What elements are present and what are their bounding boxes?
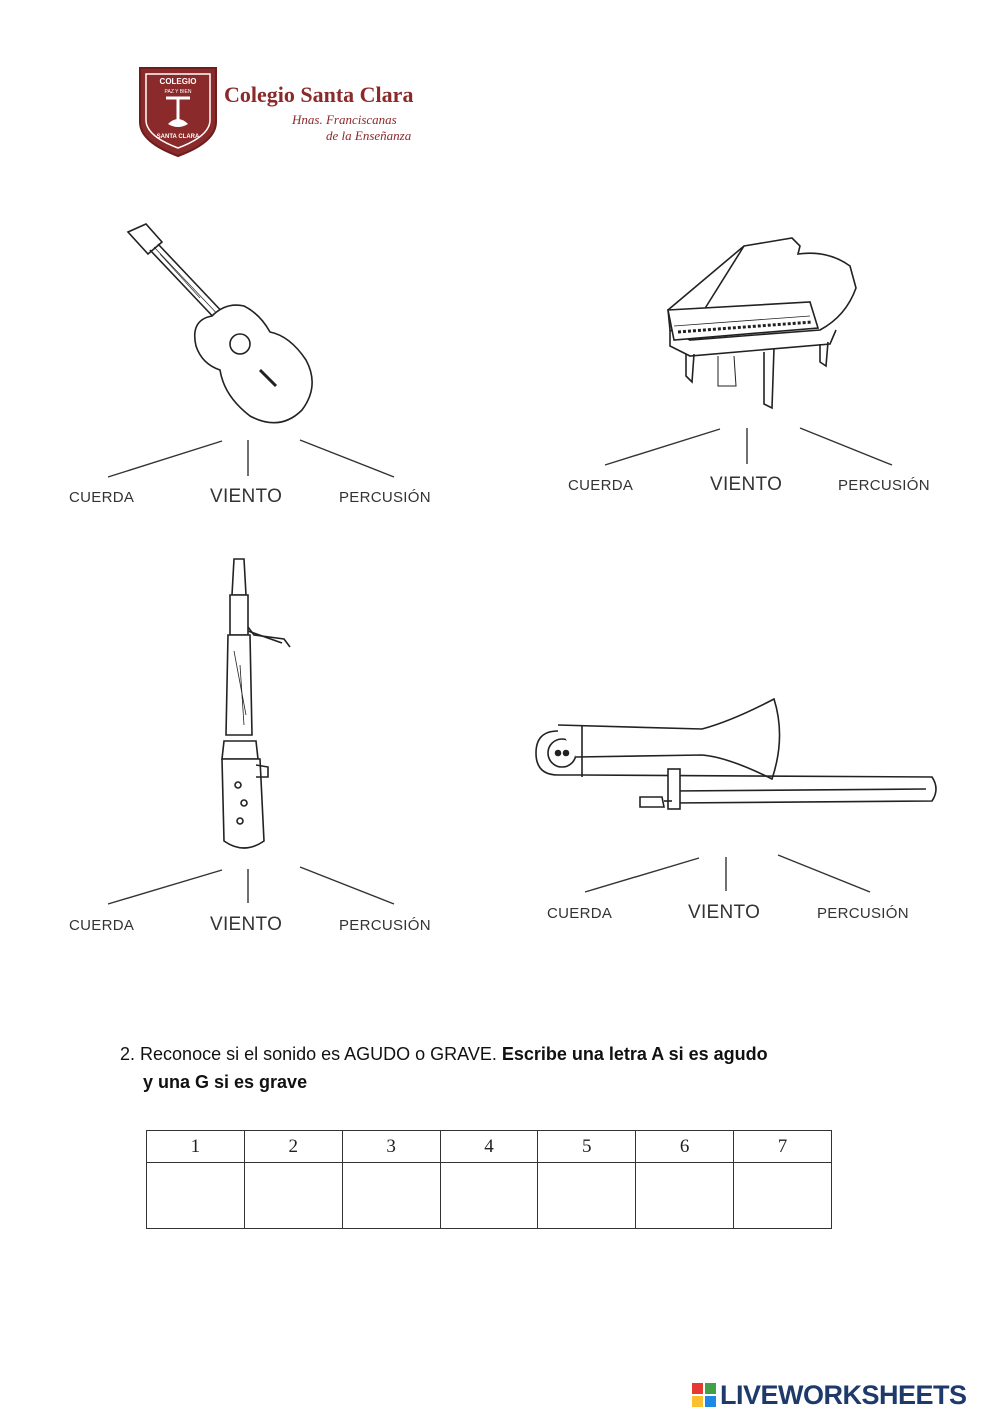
answer-input-6[interactable] <box>640 1170 729 1222</box>
brand-text: LIVEWORKSHEETS <box>720 1379 967 1410</box>
option-cuerda[interactable]: CUERDA <box>547 905 613 922</box>
liveworksheets-logo[interactable] <box>692 1378 967 1412</box>
answer-input-4[interactable] <box>444 1170 533 1222</box>
shield-motto-text: PAZ Y BIEN <box>164 89 192 95</box>
question-number: 2. <box>120 1044 136 1064</box>
table-header-cell: 1 <box>147 1131 245 1163</box>
answer-cell <box>147 1163 245 1229</box>
table-header-cell: 6 <box>636 1131 734 1163</box>
school-subtitle-2: de la Enseñanza <box>326 128 412 143</box>
answer-input-2[interactable] <box>249 1170 338 1222</box>
table-answer-row <box>147 1163 832 1229</box>
table-header-cell: 2 <box>244 1131 342 1163</box>
answer-input-5[interactable] <box>542 1170 631 1222</box>
option-cuerda[interactable]: CUERDA <box>568 477 634 494</box>
answer-cell <box>342 1163 440 1229</box>
option-cuerda[interactable]: CUERDA <box>69 917 135 934</box>
table-header-cell: 4 <box>440 1131 538 1163</box>
question-text: Reconoce si el sonido es AGUDO o GRAVE. <box>140 1044 497 1064</box>
instrument-block-bassoon <box>60 627 460 957</box>
answer-input-3[interactable] <box>346 1170 435 1222</box>
shield-icon <box>136 64 220 158</box>
school-subtitle-1: Hnas. Franciscanas <box>292 112 397 127</box>
answer-cell <box>538 1163 636 1229</box>
option-viento[interactable]: VIENTO <box>210 486 283 507</box>
answer-cell <box>244 1163 342 1229</box>
table-header-cell: 7 <box>734 1131 832 1163</box>
option-percusion[interactable]: PERCUSIÓN <box>817 905 909 922</box>
answer-cell <box>636 1163 734 1229</box>
answer-input-1[interactable] <box>151 1170 240 1222</box>
option-percusion[interactable]: PERCUSIÓN <box>339 917 431 934</box>
answer-input-7[interactable] <box>738 1170 827 1222</box>
brand-squares-icon <box>692 1383 716 1407</box>
table-header-row <box>147 1131 832 1163</box>
option-viento[interactable]: VIENTO <box>210 914 283 935</box>
answer-cell <box>734 1163 832 1229</box>
instrument-block-trombone <box>538 615 938 945</box>
question-instruction-1: Escribe una letra A si es agudo <box>501 1044 768 1064</box>
option-percusion[interactable]: PERCUSIÓN <box>339 489 431 506</box>
school-name: Colegio Santa Clara <box>224 82 414 107</box>
option-cuerda[interactable]: CUERDA <box>69 489 135 506</box>
question-instruction-2: y una G si es grave <box>143 1072 308 1092</box>
instrument-block-guitar <box>60 200 460 530</box>
option-percusion[interactable]: PERCUSIÓN <box>838 477 930 494</box>
table-header-cell: 3 <box>342 1131 440 1163</box>
option-viento[interactable]: VIENTO <box>710 474 783 495</box>
option-viento[interactable]: VIENTO <box>688 902 761 923</box>
instrument-block-piano <box>560 188 960 518</box>
answer-table <box>146 1130 832 1229</box>
school-logo <box>136 64 456 160</box>
shield-top-text: COLEGIO <box>159 77 197 86</box>
answer-cell <box>440 1163 538 1229</box>
shield-bottom-text: SANTA CLARA <box>156 134 200 140</box>
question-2 <box>120 1040 860 1096</box>
table-header-cell: 5 <box>538 1131 636 1163</box>
